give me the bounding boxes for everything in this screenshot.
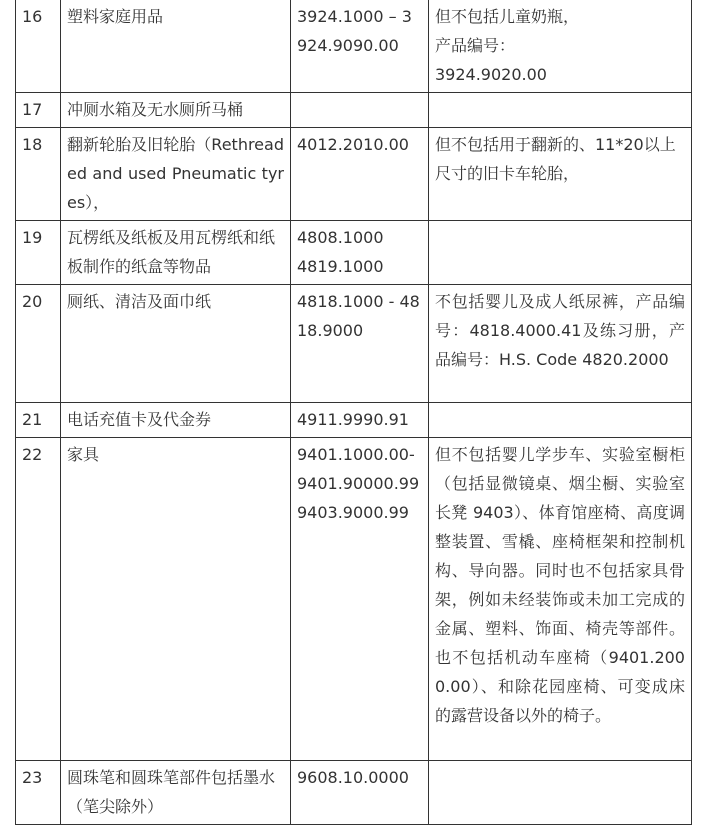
product-name: 厕纸、清洁及面巾纸 bbox=[61, 285, 291, 403]
hs-code: 9401.1000.00-9401.90000.999403.9000.99 bbox=[291, 438, 429, 761]
exclusion-note bbox=[429, 93, 692, 128]
product-table bbox=[15, 0, 692, 825]
hs-code: 4808.1000 4819.1000 bbox=[291, 221, 429, 285]
exclusion-note bbox=[429, 221, 692, 285]
row-number: 19 bbox=[16, 221, 61, 285]
product-name: 冲厕水箱及无水厕所马桶 bbox=[61, 93, 291, 128]
row-number: 18 bbox=[16, 128, 61, 221]
product-name: 翻新轮胎及旧轮胎（Rethreaded and used Pneumatic tyres）， bbox=[61, 128, 291, 221]
exclusion-note: 但不包括用于翻新的、11*20以上尺寸的旧卡车轮胎， bbox=[429, 128, 692, 221]
row-number: 21 bbox=[16, 403, 61, 438]
hs-code: 4911.9990.91 bbox=[291, 403, 429, 438]
hs-code: 4818.1000 - 4818.9000 bbox=[291, 285, 429, 403]
row-number: 22 bbox=[16, 438, 61, 761]
hs-code bbox=[291, 93, 429, 128]
product-name: 塑料家庭用品 bbox=[61, 0, 291, 93]
table-row bbox=[16, 403, 692, 438]
row-number: 16 bbox=[16, 0, 61, 93]
product-name: 电话充值卡及代金券 bbox=[61, 403, 291, 438]
table-row bbox=[16, 761, 692, 825]
hs-code: 9608.10.0000 bbox=[291, 761, 429, 825]
table-row bbox=[16, 221, 692, 285]
hs-code: 3924.1000 – 3924.9090.00 bbox=[291, 0, 429, 93]
table-row bbox=[16, 128, 692, 221]
exclusion-note: 但不包括婴儿学步车、实验室橱柜（包括显微镜桌、烟尘橱、实验室长凳 9403）、体育馆座椅、高度调整装置、雪橇、座椅框架和控制机构、导向器。同时也不包括家具骨架，例如未经装饰或未加工完成的金属、塑料、饰面、椅壳等部件。也不包括机动车座椅（9401.2000.00）、和除花园座椅、可变成床的露营设备以外的椅子。 bbox=[429, 438, 692, 761]
exclusion-note: 不包括婴儿及成人纸尿裤，产品编号：4818.4000.41及练习册，产品编号：H.S. Code 4820.2000 bbox=[429, 285, 692, 403]
table-row bbox=[16, 438, 692, 761]
row-number: 17 bbox=[16, 93, 61, 128]
table-row bbox=[16, 285, 692, 403]
exclusion-note bbox=[429, 403, 692, 438]
product-name: 圆珠笔和圆珠笔部件包括墨水（笔尖除外） bbox=[61, 761, 291, 825]
row-number: 23 bbox=[16, 761, 61, 825]
hs-code: 4012.2010.00 bbox=[291, 128, 429, 221]
exclusion-note: 但不包括儿童奶瓶， 产品编号： 3924.9020.00 bbox=[429, 0, 692, 93]
product-name: 家具 bbox=[61, 438, 291, 761]
table-row bbox=[16, 93, 692, 128]
table-row bbox=[16, 0, 692, 93]
exclusion-note bbox=[429, 761, 692, 825]
product-name: 瓦楞纸及纸板及用瓦楞纸和纸板制作的纸盒等物品 bbox=[61, 221, 291, 285]
row-number: 20 bbox=[16, 285, 61, 403]
